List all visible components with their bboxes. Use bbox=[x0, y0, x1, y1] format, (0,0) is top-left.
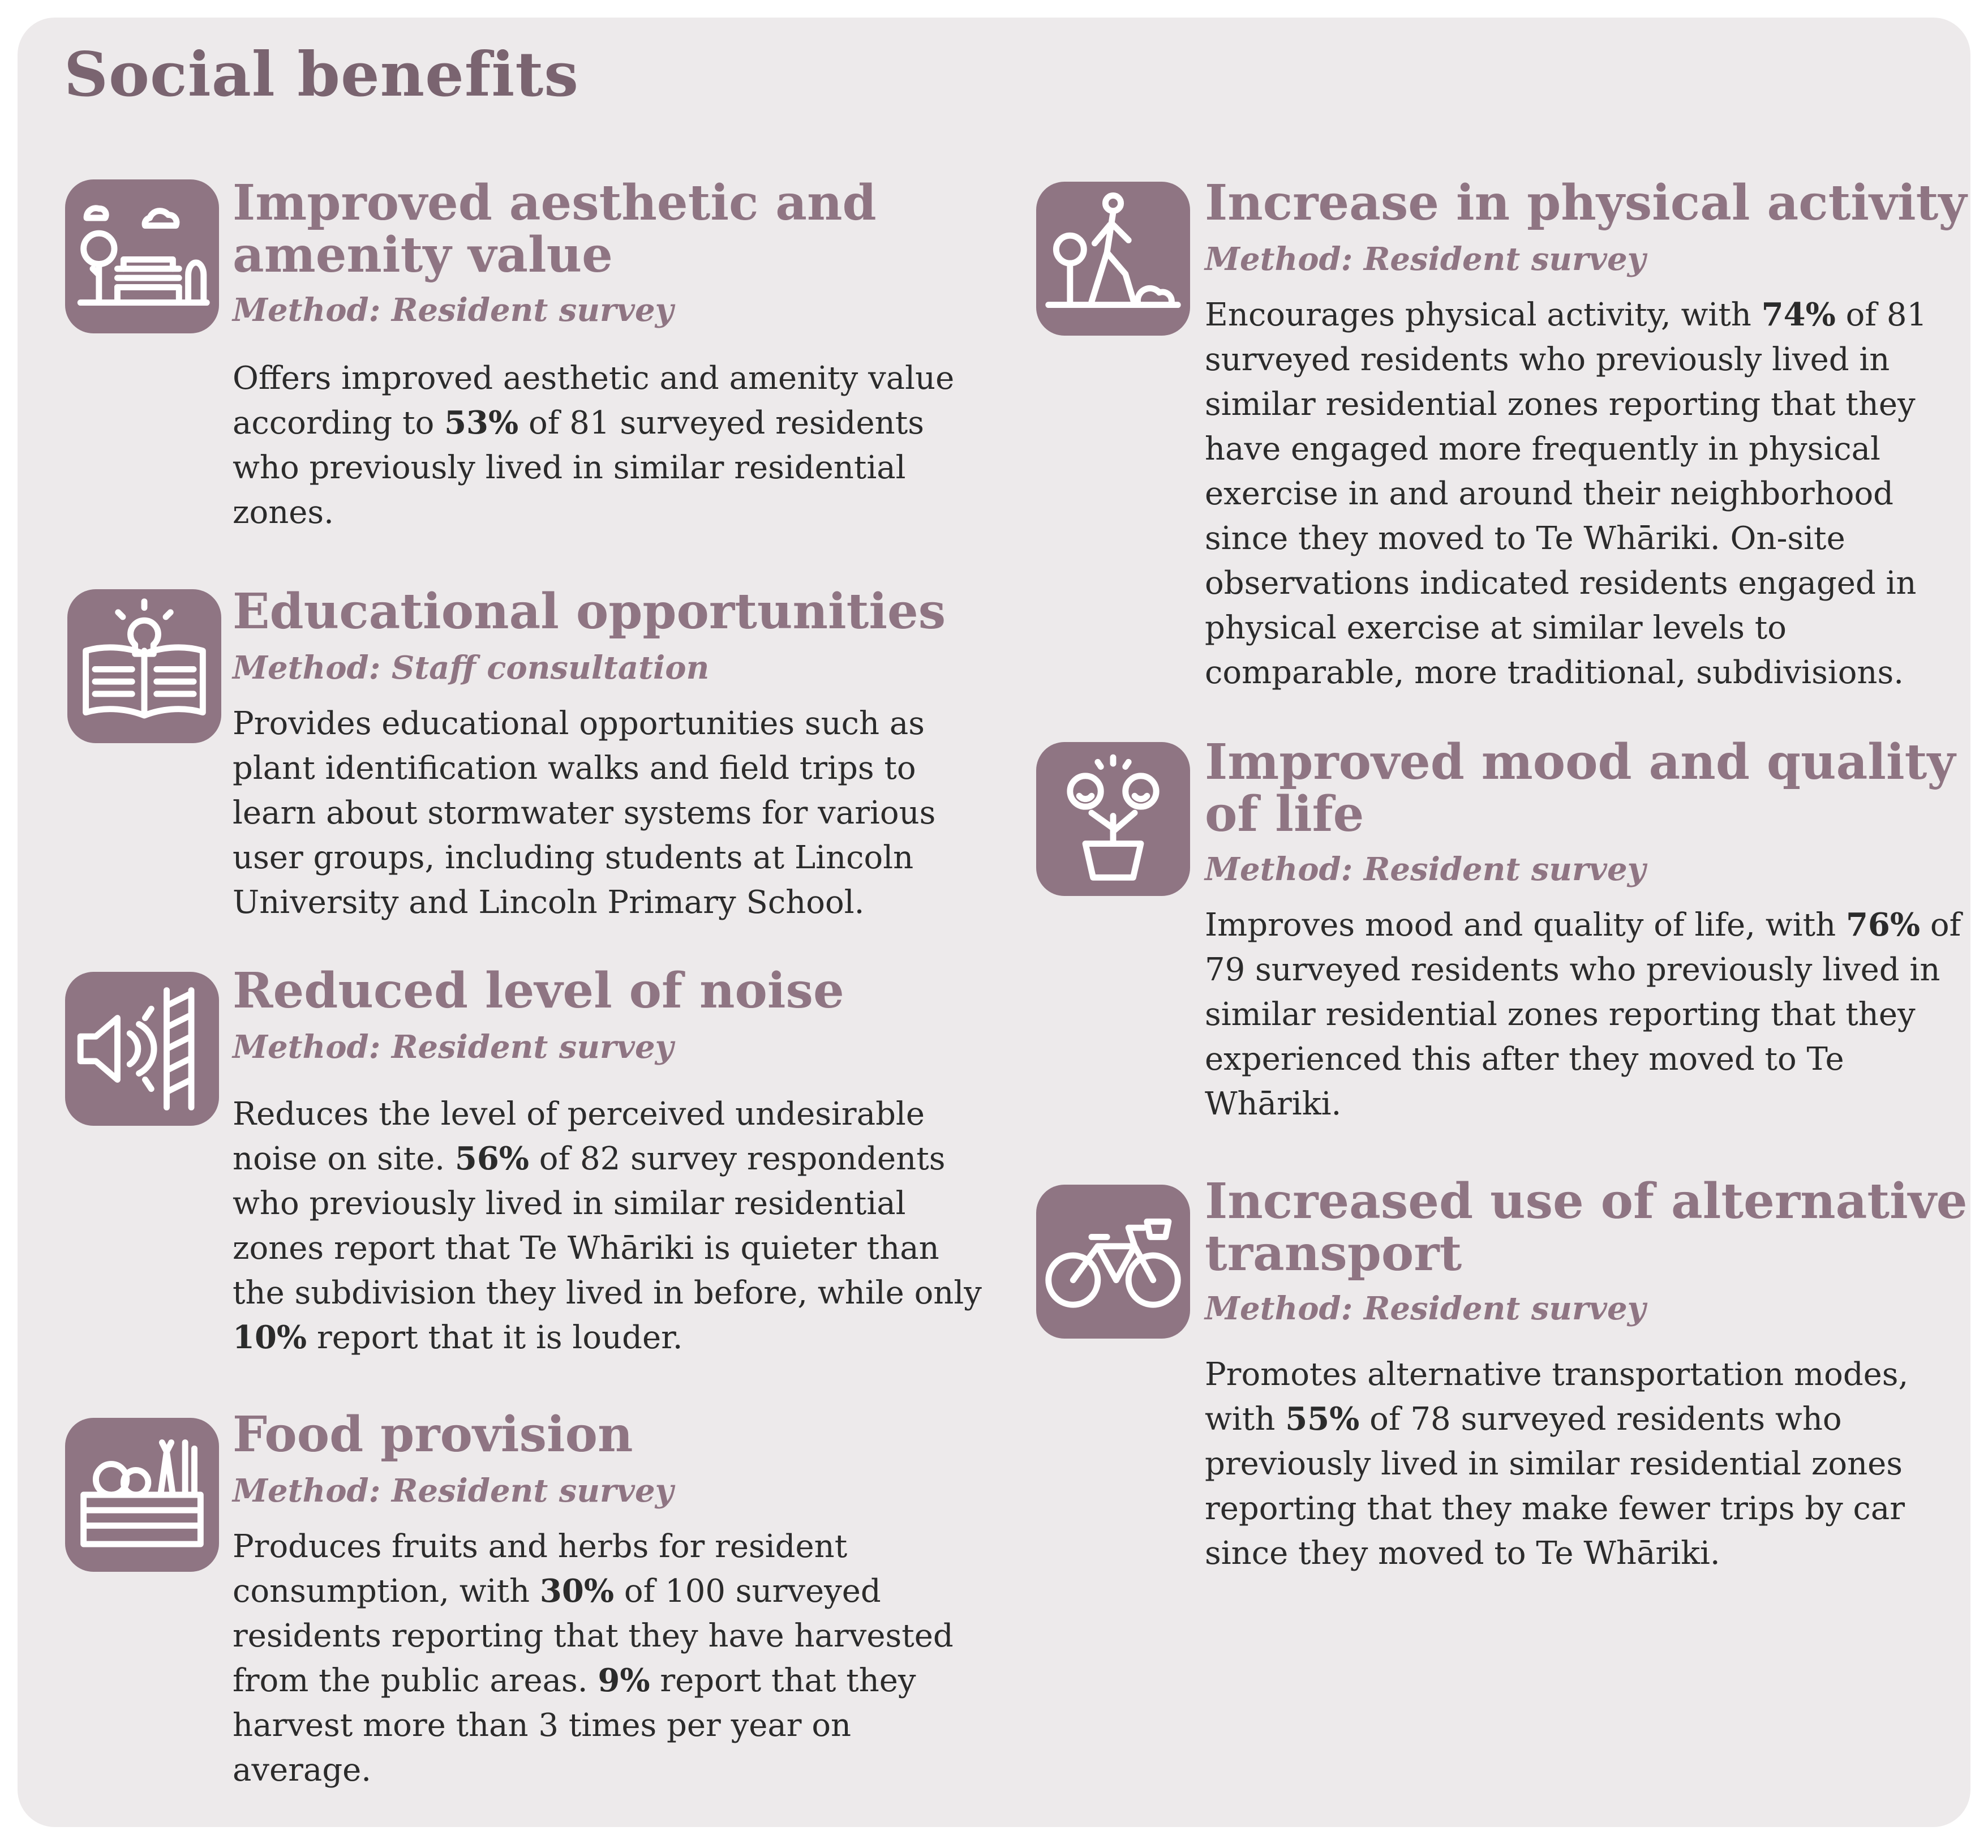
title-line: Reduced level of noise bbox=[233, 962, 844, 1019]
title-line: transport bbox=[1205, 1225, 1462, 1282]
item-title-transport bbox=[1205, 1173, 1968, 1282]
description-text: Reduces the level of perceived undesirable noise on site. bbox=[233, 1096, 925, 1177]
title-line: Food provision bbox=[233, 1406, 633, 1463]
description-text: report that it is louder. bbox=[307, 1319, 683, 1356]
page-title: Social benefits bbox=[64, 39, 579, 110]
description-aesthetic bbox=[233, 356, 991, 535]
description-text: Promotes alternative transportation modes, with bbox=[1205, 1356, 1909, 1438]
description-text: of 78 surveyed residents who previously lived in similar residential zones reporting that they make fewer trips by car since they moved to Te Whāriki. bbox=[1205, 1401, 1905, 1572]
method-label-educational: Method: Staff consultation bbox=[233, 649, 710, 687]
title-line: of life bbox=[1205, 786, 1364, 843]
speaker-wall-icon bbox=[65, 972, 219, 1126]
title-line: Increase in physical activity bbox=[1205, 174, 1967, 231]
description-text: Produces fruits and herbs for resident consumption, with bbox=[233, 1528, 848, 1610]
item-title-noise bbox=[233, 962, 844, 1019]
bicycle-icon bbox=[1036, 1185, 1190, 1339]
description-text: of 100 surveyed residents reporting that they have harvested from the public areas. bbox=[233, 1573, 954, 1699]
highlight-value: 53% bbox=[444, 404, 519, 441]
highlight-value: 10% bbox=[233, 1319, 307, 1356]
highlight-value: 76% bbox=[1845, 906, 1921, 944]
title-line: Improved aesthetic and bbox=[233, 174, 877, 231]
item-title-food bbox=[233, 1406, 633, 1463]
item-title-mood bbox=[1205, 736, 1955, 841]
item-title-physical-activity bbox=[1205, 174, 1967, 231]
description-educational bbox=[233, 701, 991, 925]
description-text: report that they harvest more than 3 times per year on average. bbox=[233, 1662, 916, 1789]
method-label-mood: Method: Resident survey bbox=[1205, 851, 1646, 888]
highlight-value: 56% bbox=[454, 1140, 529, 1177]
vegetable-crate-icon bbox=[65, 1418, 219, 1572]
description-text: of 81 surveyed residents who previously lived in similar residential zones reporting that they have engaged more frequently in physical exercise in and around their neighborhood since they moved to Te Whāriki. On-site observations indicated residents engaged in physical exercise at similar levels to comparable, more traditional, subdivisions. bbox=[1205, 297, 1927, 691]
highlight-value: 74% bbox=[1761, 296, 1836, 333]
method-label-transport: Method: Resident survey bbox=[1205, 1290, 1646, 1327]
book-lightbulb-icon bbox=[67, 589, 221, 743]
title-line: Improved mood and quality bbox=[1205, 734, 1956, 791]
description-text: of 81 surveyed residents who previously lived in similar residential zones. bbox=[233, 405, 924, 531]
description-text: Encourages physical activity, with bbox=[1205, 297, 1762, 333]
method-label-noise: Method: Resident survey bbox=[233, 1028, 674, 1066]
method-label-physical-activity: Method: Resident survey bbox=[1205, 241, 1646, 278]
title-line: amenity value bbox=[233, 226, 613, 284]
social-benefits-card bbox=[18, 18, 1970, 1827]
method-label-food: Method: Resident survey bbox=[233, 1472, 674, 1510]
description-transport bbox=[1205, 1352, 1963, 1576]
description-text: of 79 surveyed residents who previously lived in similar residential zones reporting that they experienced this after they moved to Te Whāriki. bbox=[1205, 907, 1961, 1122]
item-title-aesthetic bbox=[233, 174, 877, 284]
park-bench-icon bbox=[65, 179, 219, 333]
description-mood bbox=[1205, 903, 1963, 1126]
highlight-value: 55% bbox=[1285, 1400, 1360, 1438]
description-text: Improves mood and quality of life, with bbox=[1205, 907, 1846, 944]
description-text: of 82 survey respondents who previously lived in similar residential zones report that Te Whāriki is quieter than the subdivision they lived in before, while only bbox=[233, 1140, 982, 1311]
highlight-value: 9% bbox=[598, 1662, 650, 1699]
walking-person-icon bbox=[1036, 182, 1190, 336]
description-physical-activity bbox=[1205, 293, 1963, 695]
highlight-value: 30% bbox=[539, 1572, 615, 1610]
item-title-educational bbox=[233, 583, 946, 640]
method-label-aesthetic: Method: Resident survey bbox=[233, 291, 674, 329]
description-text: Offers improved aesthetic and amenity value according to bbox=[233, 360, 955, 441]
description-text: Provides educational opportunities such as plant identification walks and field trips to learn about stormwater systems for various user groups, including students at Lincoln University and Lincoln Primary School. bbox=[233, 705, 936, 921]
title-line: Increased use of alternative bbox=[1205, 1173, 1968, 1230]
description-noise bbox=[233, 1092, 991, 1360]
title-line: Educational opportunities bbox=[233, 583, 946, 640]
description-food bbox=[233, 1524, 991, 1793]
smiling-flowers-icon bbox=[1036, 742, 1190, 896]
